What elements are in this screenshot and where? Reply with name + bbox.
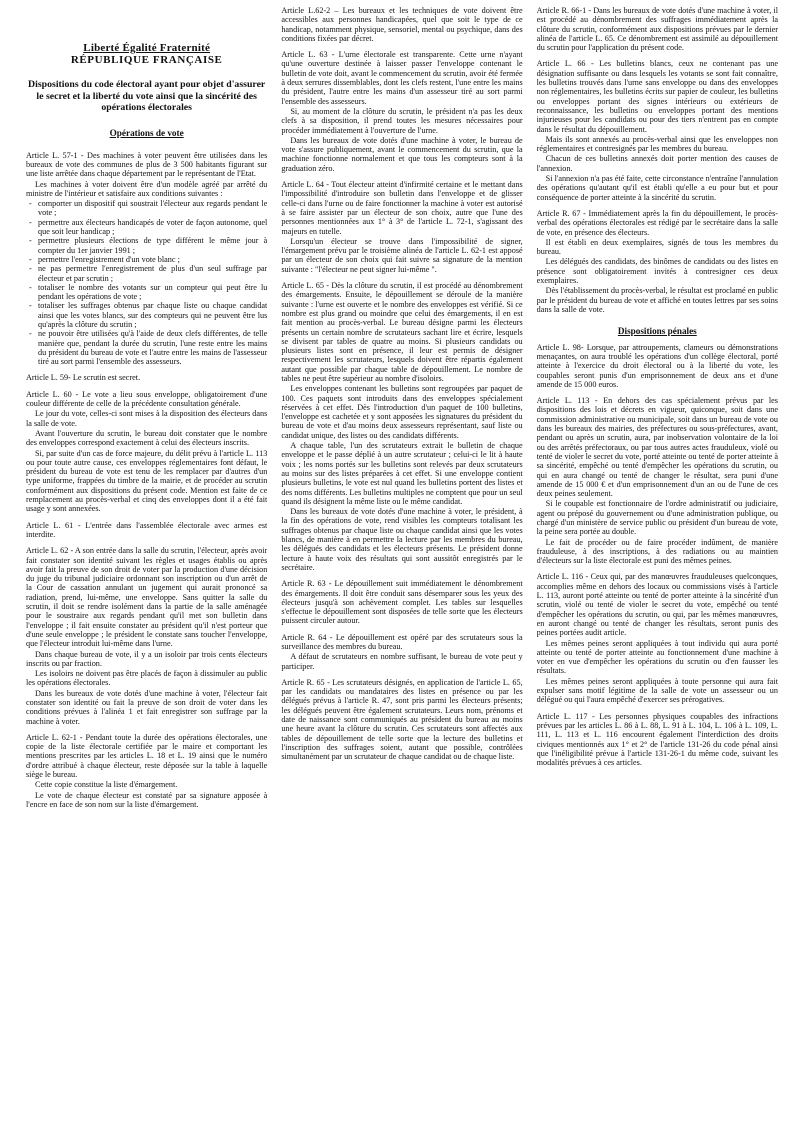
paragraph: Dans les bureaux de vote dotés d'une machine à voter, le bureau de vote s'assure publiquement, avant le commencement du scrutin, que la machine fonctionne normalement et que tous les compteurs sont à la graduation zéro.: [281, 135, 523, 173]
article-l66: Article L. 66 - Les bulletins blancs, ceux ne contenant pas une désignation suffisante ou dans lesquels les votants se sont fait connaître, les bulletins trouvés dans l'urne sans enveloppe ou dans des enveloppes non réglementaires, les bulletins écrits sur papier de couleur, les bulletins ou enveloppes portant des signes intérieurs ou extérieurs de reconnaissance, les bulletins ou enveloppes portant des mentions injurieuses pour les candidats ou pour des tiers n'entrent pas en compte dans le résultat du dépouillement.: [536, 59, 778, 134]
document-page: [26, 6, 778, 1124]
paragraph: Dans les bureaux de vote dotés d'une machine à voter, l'électeur fait constater son identité ou fait la preuve de son droit de voter dans les conditions prévues à l'alinéa 1 et fait enregistrer son suffrage par la machine à voter.: [26, 688, 268, 726]
paragraph: Lorsqu'un électeur se trouve dans l'impossibilité de signer, l'émargement prévu par le troisième alinéa de l'article L. 62-1 est apposé par un électeur de son choix qui fait suivre sa signature de la mention suivante : "l'électeur ne peut signer lui-même ".: [281, 236, 523, 274]
document-title: Dispositions du code électoral ayant pour objet d'assurer le secret et la liberté du vote ainsi que la sincérité des opérations électorales: [28, 78, 266, 114]
article-l117: Article L. 117 - Les personnes physiques coupables des infractions prévues par les articles L. 86 à L. 88, L. 91 à L. 104, L. 106 à L. 109, L. 111, L. 113 et L. 116 encourent également l'interdiction des droits civiques mentionnés aux 1° et 2° de l'article 131-26 du code pénal ainsi que l'inéligibilité prévue à l'article 131-26-1 du même code, suivant les modalités prévues à ces articles.: [536, 711, 778, 768]
article-l62: Article L. 62 - A son entrée dans la salle du scrutin, l'électeur, après avoir fait constater son identité suivant les règles et usages établis ou après avoir fait la preuve de son droit de voter par la production d'une décision du juge du tribunal judiciaire ordonnant son inscription ou d'un arrêt de la Cour de cassation annulant un jugement qui aurait prononcé sa radiation, prend, lui-même, une enveloppe. Sans quitter la salle du scrutin, il doit se rendre isolément dans la partie de la salle aménagée pour le soustraire aux regards pendant qu'il met son bulletin dans l'enveloppe ; il fait ensuite constater au président qu'il n'est porteur que d'une seule enveloppe ; le président le constate sans toucher l'enveloppe, que l'électeur introduit lui-même dans l'urne.: [26, 546, 268, 649]
conditions-list: [26, 199, 267, 366]
article-l98: Article L. 98- Lorsque, par attroupements, clameurs ou démonstrations menaçantes, on aura troublé les opérations d'un collège électoral, porté atteinte à l'exercice du droit électoral ou à la liberté du vote, les coupables seront punis d'un emprisonnement de deux ans et d'une amende de 15 000 euros.: [536, 342, 778, 389]
paragraph: Il est établi en deux exemplaires, signés de tous les membres du bureau.: [536, 237, 778, 257]
list-item: - ne pas permettre l'enregistrement de plus d'un seul suffrage par électeur et par scrutin ;: [38, 264, 267, 283]
list-item: - totaliser les suffrages obtenus par chaque liste ou chaque candidat ainsi que les votes blancs, sur des compteurs qui ne peuvent être lus qu'après la clôture du scrutin ;: [38, 301, 267, 329]
paragraph: Le fait de procéder ou de faire procéder indûment, de manière frauduleuse, à des inscriptions, à des radiations ou au maintien d'électeurs sur la liste électorale est puni des mêmes peines.: [536, 537, 778, 566]
paragraph: Chacun de ces bulletins annexés doit porter mention des causes de l'annexion.: [536, 154, 778, 173]
paragraph: Les isoloirs ne doivent pas être placés de façon à dissimuler au public les opérations électorales.: [26, 669, 268, 688]
article-r66-1: Article R. 66-1 - Dans les bureaux de vote dotés d'une machine à voter, il est procédé au dénombrement des suffrages immédiatement après la clôture du scrutin, conformément aux dispositions prévues par le dernier alinéa de l'article L. 65. Ce dénombrement est assimilé au dépouillement du scrutin pour l'application du présent code.: [536, 6, 778, 53]
paragraph: Mais ils sont annexés au procès-verbal ainsi que les enveloppes non réglementaires et contresignés par les membres du bureau.: [536, 134, 778, 154]
article-r67: Article R. 67 - Immédiatement après la fin du dépouillement, le procès-verbal des opérations électorales est rédigé par le secrétaire dans la salle de vote, en présence des électeurs.: [536, 208, 778, 237]
paragraph: Les mêmes peines seront appliquées à tout individu qui aura porté atteinte ou tenté de porter atteinte au fonctionnement d'une machine à voter en vue d'empêcher les opérations du scrutin ou d'en fausser les résultats.: [536, 638, 778, 676]
paragraph: Si l'annexion n'a pas été faite, cette circonstance n'entraîne l'annulation des opérations qu'autant qu'il est établi qu'elle a eu pour but et pour conséquence de porter atteinte à la sincérité du scrutin.: [536, 174, 778, 202]
article-l62-1: Article L. 62-1 - Pendant toute la durée des opérations électorales, une copie de la liste électorale certifiée par le maire et comportant les mentions prescrites par les articles L. 18 et L. 19 ainsi que le numéro d'ordre attribué à chaque électeur, reste déposée sur la table à laquelle siège le bureau.: [26, 732, 268, 780]
article-l113: Article L. 113 - En dehors des cas spécialement prévus par les dispositions des lois et décrets en vigueur, quiconque, soit dans une commission administrative ou municipale, soit dans un bureau de vote ou dans les bureaux des mairies, des préfectures ou sous-préfectures, avant, pendant ou après un scrutin, aura, par inobservation volontaire de la loi ou des arrêtés préfectoraux, ou par tous autres actes frauduleux, violé ou tenté de violer le secret du vote, porté atteinte ou tenté de porter atteinte à sa sincérité, empêché ou tenté d'empêcher les opérations du scrutin, ou qui en aura changé ou tenté de changer le résultat, sera puni d'une amende de 15 000 € et d'un emprisonnement d'un an ou de l'une de ces deux peines seulement.: [536, 396, 778, 499]
article-r65: Article R. 65 - Les scrutateurs désignés, en application de l'article L. 65, par les candidats ou mandataires des listes en présence ou par les délégués prévus à l'article R. 47, sont pris parmi les électeurs présents; les délégués peuvent être également scrutateurs. Leurs nom, prénoms et date de naissance sont communiqués au président du bureau au moins une heure avant la clôture du scrutin. Ces scrutateurs sont affectés aux tables de dépouillement de telle sorte que la lecture des bulletins et l'inscription des suffrages soient, autant que possible, contrôlées simultanément par un scrutateur de chaque candidat ou de chaque liste.: [281, 677, 523, 762]
document-header: [26, 42, 267, 67]
paragraph: Avant l'ouverture du scrutin, le bureau doit constater que le nombre des enveloppes correspond exactement à celui des électeurs inscrits.: [26, 428, 268, 448]
column-1: [26, 6, 267, 1124]
section-heading-operations: Opérations de vote: [109, 128, 184, 139]
paragraph: Si, par suite d'un cas de force majeure, du délit prévu à l'article L. 113 ou pour toute autre cause, ces enveloppes réglementaires font défaut, le président du bureau de vote est tenu de les remplacer par d'autres d'un type uniforme, frappées du timbre de la mairie, et de procéder au scrutin conformément aux dispositions du présent code. Mention est faite de ce remplacement au procès-verbal et cinq des enveloppes dont il a été fait usage y sont annexées.: [26, 448, 268, 514]
list-item: - totaliser le nombre des votants sur un compteur qui peut être lu pendant les opérations de vote ;: [38, 283, 267, 302]
column-2: [281, 6, 522, 1124]
article-l60: Article L. 60 - Le vote a lieu sous enveloppe, obligatoirement d'une couleur différente de celle de la précédente consultation générale.: [26, 389, 268, 409]
paragraph: Les délégués des candidats, des binômes de candidats ou des listes en présence sont obligatoirement invités à contresigner ces deux exemplaires.: [536, 257, 778, 286]
motto: Liberté Égalité Fraternité: [83, 42, 211, 54]
list-item: - permettre plusieurs élections de type différent le même jour à compter du 1er janvier 1991 ;: [38, 236, 267, 255]
paragraph: Les mêmes peines seront appliquées à toute personne qui aura fait expulser sans motif légitime de la salle de vote un assesseur ou un délégué ou qui l'aura empêché d'exercer ses prérogatives.: [536, 676, 778, 705]
article-l57-1: Article L. 57-1 - Des machines à voter peuvent être utilisées dans les bureaux de vote des communes de plus de 3 500 habitants figurant sur une liste arrêtée dans chaque département par le représentant de l'Etat.: [26, 150, 268, 179]
paragraph: Le vote de chaque électeur est constaté par sa signature apposée à l'encre en face de son nom sur la liste d'émargement.: [26, 790, 268, 809]
paragraph: Le jour du vote, celles-ci sont mises à la disposition des électeurs dans la salle de vote.: [26, 409, 268, 428]
article-l64: Article L. 64 - Tout électeur atteint d'infirmité certaine et le mettant dans l'impossibilité d'introduire son bulletin dans l'enveloppe et de glisser celle-ci dans l'urne ou de faire fonctionner la machine à voter est autorisé à se faire assister par un électeur de son choix, autre que l'une des personnes mentionnées aux 1° à 3° de l'article L. 72-1, s'agissant des majeurs en tutelle.: [281, 180, 523, 236]
article-l59: Article L. 59- Le scrutin est secret.: [26, 373, 141, 383]
paragraph: Les machines à voter doivent être d'un modèle agréé par arrêté du ministre de l'intérieur et satisfaire aux conditions suivantes :: [26, 179, 268, 198]
article-l65: Article L. 65 - Dès la clôture du scrutin, il est procédé au dénombrement des émargements. Ensuite, le dépouillement se déroule de la manière suivante : l'urne est ouverte et le nombre des enveloppes est vérifié. Si ce nombre est plus grand ou moindre que celui des émargements, il en est fait mention au procès-verbal. Le bureau désigne parmi les électeurs présents un certain nombre de scrutateurs sachant lire et écrire, lesquels se divisent par tables de quatre au moins. Si plusieurs candidats ou plusieurs listes sont en présence, il leur est permis de désigner respectivement les scrutateurs, lesquels doivent être répartis également autant que possible par chaque table de dépouillement. Le nombre de tables ne peut être supérieur au nombre d'isoloirs.: [281, 281, 523, 383]
paragraph: Si, au moment de la clôture du scrutin, le président n'a pas les deux clefs à sa disposition, il prend toutes les mesures nécessaires pour procéder immédiatement à l'ouverture de l'urne.: [281, 106, 523, 135]
article-l62-2: Article L.62-2 – Les bureaux et les techniques de vote doivent être accessibles aux personnes handicapées, quel que soit le type de ce handicap, notamment physique, sensoriel, mental ou psychique, dans des conditions fixées par décret.: [281, 6, 523, 43]
article-r64: Article R. 64 - Le dépouillement est opéré par des scrutateurs sous la surveillance des membres du bureau.: [281, 632, 523, 651]
paragraph: Dès l'établissement du procès-verbal, le résultat est proclamé en public par le président du bureau de vote et affiché en toutes lettres par ses soins dans la salle de vote.: [536, 286, 778, 314]
section-heading-penales: Dispositions pénales: [617, 326, 697, 337]
paragraph: Si le coupable est fonctionnaire de l'ordre administratif ou judiciaire, agent ou préposé du gouvernement ou d'une administration publique, ou chargé d'un ministère de service public ou président d'un bureau de vote, la peine sera portée au double.: [536, 499, 778, 537]
republic-name: RÉPUBLIQUE FRANÇAISE: [70, 54, 223, 67]
article-r63: Article R. 63 - Le dépouillement suit immédiatement le dénombrement des émargements. Il doit être conduit sans désemparer sous les yeux des électeurs jusqu'à son achèvement complet. Les tables sur lesquelles s'effectue le dépouillement sont disposées de telle sorte que les électeurs puissent circuler autour.: [281, 579, 523, 626]
paragraph: A chaque table, l'un des scrutateurs extrait le bulletin de chaque enveloppe et le passe déplié à un autre scrutateur ; celui-ci le lit à haute voix ; les noms portés sur les bulletins sont relevés par deux scrutateurs au moins sur des listes préparées à cet effet. Si une enveloppe contient plusieurs bulletins, le vote est nul quand les bulletins portent des listes et des noms différents. Les bulletins multiples ne comptent que pour un seul quand ils désignent la même liste ou le même candidat.: [281, 441, 523, 506]
paragraph: Dans chaque bureau de vote, il y a un isoloir par trois cents électeurs inscrits ou par fraction.: [26, 649, 268, 668]
article-l116: Article L. 116 - Ceux qui, par des manœuvres frauduleuses quelconques, accomplies même en dehors des locaux ou commissions visés à l'article L. 113, auront porté atteinte ou tenté de porter atteinte à la sincérité d'un scrutin, violé ou tenté de violer le secret du vote, empêché ou tenté d'empêcher les opérations du scrutin, ou qui, par les mêmes manœuvres, en auront changé ou tenté de changer les résultats, seront punis des peines portées audit article.: [536, 572, 778, 638]
paragraph: A défaut de scrutateurs en nombre suffisant, le bureau de vote peut y participer.: [281, 652, 523, 671]
paragraph: Les enveloppes contenant les bulletins sont regroupées par paquet de 100. Ces paquets sont introduits dans des enveloppes spécialement réservées à cet effet. Dès l'introduction d'un paquet de 100 bulletins, l'enveloppe est cachetée et y sont apposées les signatures du président du bureau de vote et d'au moins deux assesseurs représentant, sauf liste ou candidat unique, des listes ou des candidats différents.: [281, 384, 523, 440]
list-item: - permettre l'enregistrement d'un vote blanc ;: [38, 255, 267, 264]
list-item: - comporter un dispositif qui soustrait l'électeur aux regards pendant le vote ;: [38, 199, 267, 218]
list-item: - ne pouvoir être utilisées qu'à l'aide de deux clefs différentes, de telle manière que, pendant la durée du scrutin, l'une reste entre les mains du président du bureau de vote et l'autre entre les mains de l'assesseur tiré au sort parmi l'ensemble des assesseurs.: [38, 329, 267, 366]
paragraph: Cette copie constitue la liste d'émargement.: [35, 780, 178, 790]
column-3: [537, 6, 778, 1124]
list-item: - permettre aux électeurs handicapés de voter de façon autonome, quel que soit leur handicap ;: [38, 218, 267, 237]
article-l61: Article L. 61 - L'entrée dans l'assemblée électorale avec armes est interdite.: [26, 520, 268, 539]
paragraph: Dans les bureaux de vote dotés d'une machine à voter, le président, à la fin des opérations de vote, rend visibles les compteurs totalisant les suffrages obtenus par chaque liste ou chaque candidat ainsi que les votes blancs, de manière à en permettre la lecture par les membres du bureau, les délégués des candidats et les électeurs présents. Le président donne lecture à haute voix des résultats qui sont aussitôt enregistrés par le secrétaire.: [281, 507, 523, 572]
article-l63: Article L. 63 - L'urne électorale est transparente. Cette urne n'ayant qu'une ouverture destinée à laisser passer l'enveloppe contenant le bulletin de vote doit, avant le commencement du scrutin, avoir été fermée à deux serrures dissemblables, dont les clefs restent, l'une entre les mains du président, l'autre entre les mains d'un assesseur tiré au sort parmi l'ensemble des assesseurs.: [281, 50, 523, 106]
